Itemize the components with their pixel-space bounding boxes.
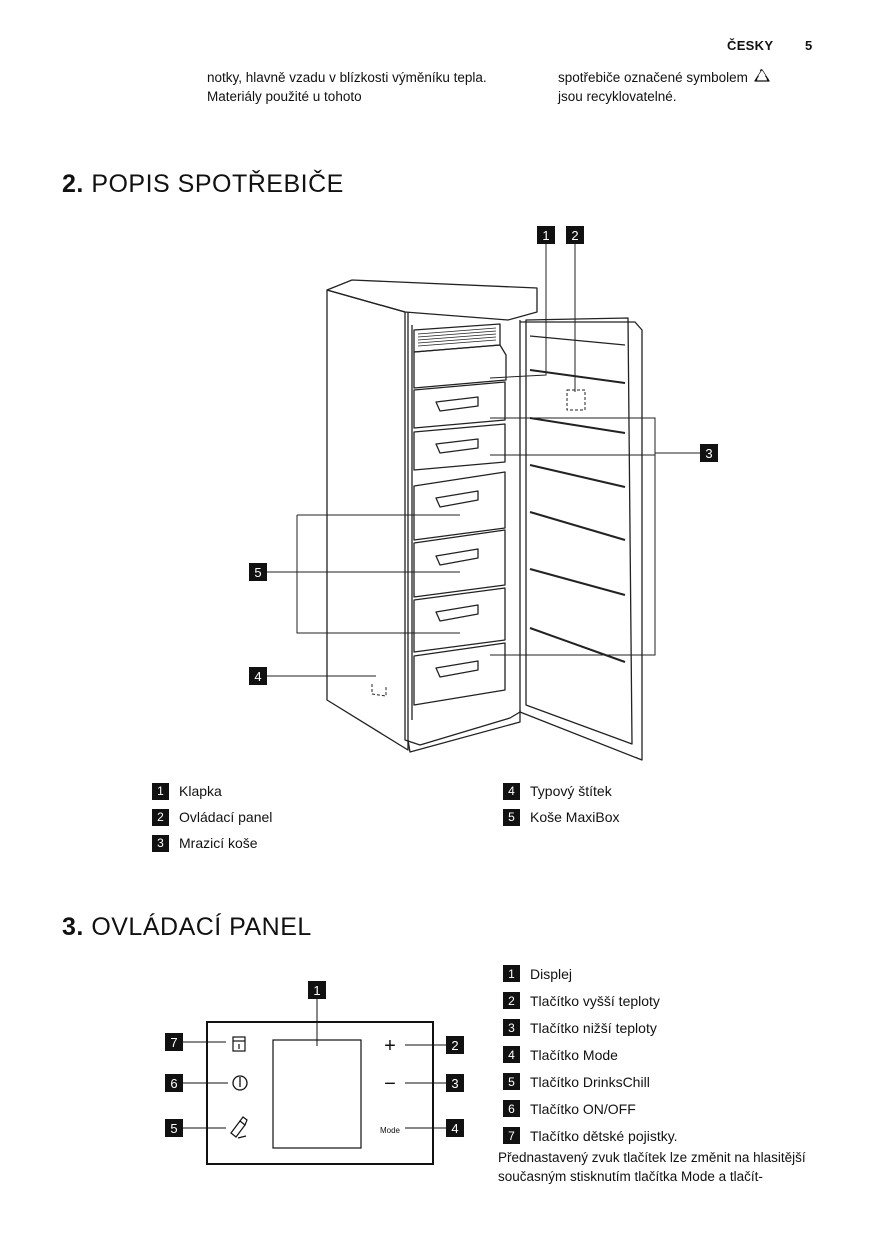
legend-label: Klapka (179, 783, 222, 799)
legend-item (503, 989, 678, 1012)
legend-label: Koše MaxiBox (530, 809, 620, 825)
legend-item (503, 1097, 678, 1120)
legend-label: Mrazicí koše (179, 835, 258, 851)
legend-badge: 7 (503, 1127, 520, 1144)
panel-callout-5-group (165, 1119, 183, 1137)
legend-badge: 4 (503, 783, 520, 800)
intro-right-end: jsou recyklovatelné. (558, 89, 677, 104)
legend-label: Tlačítko Mode (530, 1046, 618, 1063)
section3-note: Přednastavený zvuk tlačítek lze změnit na hlasitější současným stisknutím tlačítka Mode a tlačít- (498, 1150, 806, 1184)
legend-badge: 2 (503, 992, 520, 1009)
legend-badge: 1 (503, 965, 520, 982)
panel-callout-3-group (446, 1074, 464, 1092)
page-number: 5 (805, 38, 813, 53)
panel-callout-2: 2 (451, 1038, 459, 1053)
callout-2: 2 (571, 228, 579, 243)
legend-label: Displej (530, 965, 573, 982)
legend-label: Typový štítek (530, 783, 612, 799)
section2-title: POPIS SPOTŘEBIČE (91, 170, 344, 198)
legend-badge: 5 (503, 1073, 520, 1090)
panel-callout-1-group (308, 981, 326, 999)
panel-callout-2-group (446, 1036, 464, 1054)
legend-badge: 2 (152, 809, 169, 826)
intro-left-text: notky, hlavně vzadu v blízkosti výměníku tepla. Materiály použité u tohoto (207, 70, 487, 104)
display-screen (273, 1040, 361, 1148)
legend-badge: 3 (503, 1019, 520, 1036)
section3-title: OVLÁDACÍ PANEL (91, 913, 312, 941)
callout-3: 3 (705, 446, 713, 461)
callout-4: 4 (254, 669, 262, 684)
legend-badge: 5 (503, 809, 520, 826)
minus-button[interactable]: − (384, 1073, 396, 1095)
legend-badge: 1 (152, 783, 169, 800)
mode-button[interactable]: Mode (379, 1126, 401, 1135)
legend-badge: 4 (503, 1046, 520, 1063)
legend-label: Tlačítko nižší teploty (530, 1019, 657, 1036)
intro-right-start: spotřebiče označené symbolem (558, 70, 748, 85)
legend-badge: 3 (152, 835, 169, 852)
panel-callout-4-group (446, 1119, 464, 1137)
legend-label: Tlačítko DrinksChill (530, 1073, 650, 1090)
callout-5: 5 (254, 565, 262, 580)
legend-item (503, 1124, 678, 1147)
legend-label: Tlačítko vyšší teploty (530, 992, 660, 1009)
legend-item (503, 1043, 678, 1066)
legend-label: Ovládací panel (179, 809, 273, 825)
section3-number: 3. (62, 913, 84, 941)
callout-1: 1 (542, 228, 550, 243)
section3-legend (503, 962, 678, 1147)
panel-callout-6: 6 (170, 1076, 178, 1091)
legend-label: Tlačítko ON/OFF (530, 1100, 636, 1117)
panel-callout-6-group (165, 1074, 183, 1092)
legend-badge: 6 (503, 1100, 520, 1117)
legend-item (503, 1070, 678, 1093)
legend-item (503, 962, 678, 985)
panel-callout-4: 4 (451, 1121, 459, 1136)
plus-button[interactable]: + (384, 1035, 396, 1057)
panel-callout-1: 1 (313, 983, 321, 998)
panel-callout-3: 3 (451, 1076, 459, 1091)
legend-label: Tlačítko dětské pojistky. (530, 1127, 678, 1144)
header-language: ČESKY (727, 38, 774, 53)
panel-callout-7: 7 (170, 1035, 178, 1050)
section2-number: 2. (62, 170, 84, 198)
panel-callout-7-group (165, 1033, 183, 1051)
panel-callout-5: 5 (170, 1121, 178, 1136)
legend-item (503, 1016, 678, 1039)
